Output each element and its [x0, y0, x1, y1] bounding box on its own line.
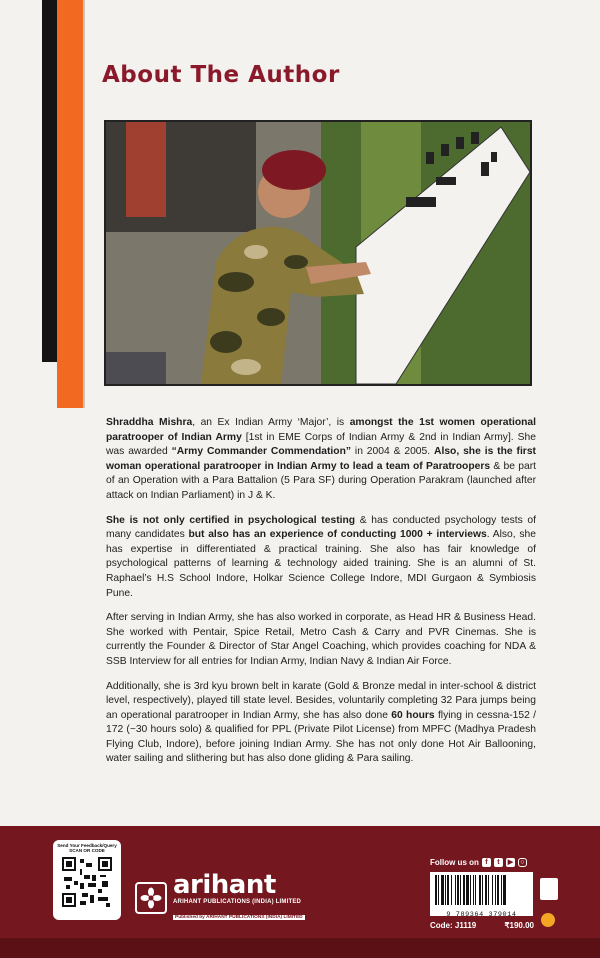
facebook-icon[interactable]: f — [482, 858, 491, 867]
page-title: About The Author — [102, 62, 340, 88]
publisher-name: arihant — [173, 870, 276, 900]
author-photo — [104, 120, 532, 386]
spine-orange-stripe — [57, 0, 83, 408]
bio-text-run: in 2004 & 2005. — [351, 446, 435, 458]
bio-text-run: & has conducted psychology tests of many candidates — [106, 514, 537, 541]
bio-paragraph — [106, 416, 536, 504]
follow-us — [430, 858, 527, 867]
bio-bold-run: She is not only certified in psychological testing — [106, 514, 356, 526]
follow-label: Follow us on — [430, 858, 479, 867]
youtube-icon[interactable]: ▶ — [507, 859, 514, 866]
certification-badge-icon — [540, 878, 558, 900]
qr-caption-line2: SCAN OR CODE — [69, 848, 105, 854]
bio-paragraph — [106, 611, 536, 669]
qr-caption-line1: Send Your Feedback/Query — [57, 843, 117, 848]
bio-paragraph — [106, 680, 536, 768]
publisher-logo — [135, 872, 305, 923]
bio-text-run: & be part of an Operation with a Para Battalion (5 Para SF) during Operation Parakram (launched after attack on Indian Parliament) in J & K. — [106, 460, 536, 501]
bio-bold-run: 60 hours — [391, 709, 435, 721]
flower-icon — [135, 882, 167, 914]
footer-bottom-band — [0, 938, 600, 958]
barcode-icon — [433, 875, 530, 905]
publisher-full-name: ARIHANT PUBLICATIONS (INDIA) LIMITED — [173, 899, 302, 905]
author-photo-icon — [106, 122, 530, 384]
bio-text-run: , an Ex Indian Army ‘Major’, is — [192, 417, 350, 428]
feedback-qr-box[interactable] — [53, 840, 121, 920]
book-price: ₹190.00 — [504, 921, 534, 930]
author-bio — [106, 416, 536, 777]
seal-icon — [541, 913, 555, 927]
bio-bold-run: amongst the 1st women operational paratrooper of Indian Army — [106, 417, 536, 443]
spine-edge — [83, 0, 85, 408]
bio-text-run: . Also, she has expertise in differentiated & practical training. She also has fair knowledge of psychological patterns of learning & technology aided training. She is an alumni of St. Raphael’s H.S School Indore, Holkar Science College Indore, MDI Gurgaon & Symbiosis Pune. — [106, 529, 536, 599]
bio-bold-run: but also has an experience of conducting 1000 + interviews — [188, 529, 487, 541]
publisher-subline: Published by ARIHANT PUBLICATIONS (INDIA) LIMITED — [175, 915, 303, 920]
code-price-line — [430, 921, 534, 930]
barcode-number: 9 789364 379014 — [446, 911, 517, 919]
qr-code-icon[interactable] — [62, 857, 112, 907]
bio-bold-run: Also, she is the first woman operational paratrooper in Indian Army to lead a team of Paratroopers — [106, 446, 536, 472]
bio-bold-run: “Army Commander Commendation” — [171, 446, 352, 458]
bio-paragraph — [106, 514, 536, 602]
twitter-icon[interactable]: t — [494, 858, 503, 867]
bio-text-run: After serving in Indian Army, she has also worked in corporate, as Head HR & Business Head. She worked with Pentair, Spice Retail, Metro Cash & Carry and PVR Cinemas. She is currently the Founder & Director of Star Angel Coaching, which provides coaching for NDA & SSB Interview for all entries for Indian Army, Indian Navy & Indian Air Force. — [106, 612, 536, 667]
book-code: Code: J1119 — [430, 921, 477, 930]
bio-bold-run: Shraddha Mishra — [106, 417, 193, 428]
barcode — [430, 872, 533, 919]
instagram-icon[interactable]: ○ — [518, 858, 527, 867]
bio-text-run: [1st in EME Corps of Indian Army & 2nd in Indian Army]. She was awarded — [106, 431, 536, 458]
bio-text-run: flying in cessna-152 / 172 (~30 hours solo) & qualified for PPL (Private Pilot License) from MPFC (Madhya Pradesh Flying Club, Indore), before joining Indian Army. She has not only done Hot Air Ballooning, water sailing and slithering but has also done gliding & Para sailing. — [106, 709, 536, 765]
bio-text-run: Additionally, she is 3rd kyu brown belt in karate (Gold & Bronze medal in inter-school & district level, respectively), played till state level. Besides, voluntarily completing 32 Para jumps being an operational paratrooper in Indian Army, she has also done — [106, 680, 536, 721]
